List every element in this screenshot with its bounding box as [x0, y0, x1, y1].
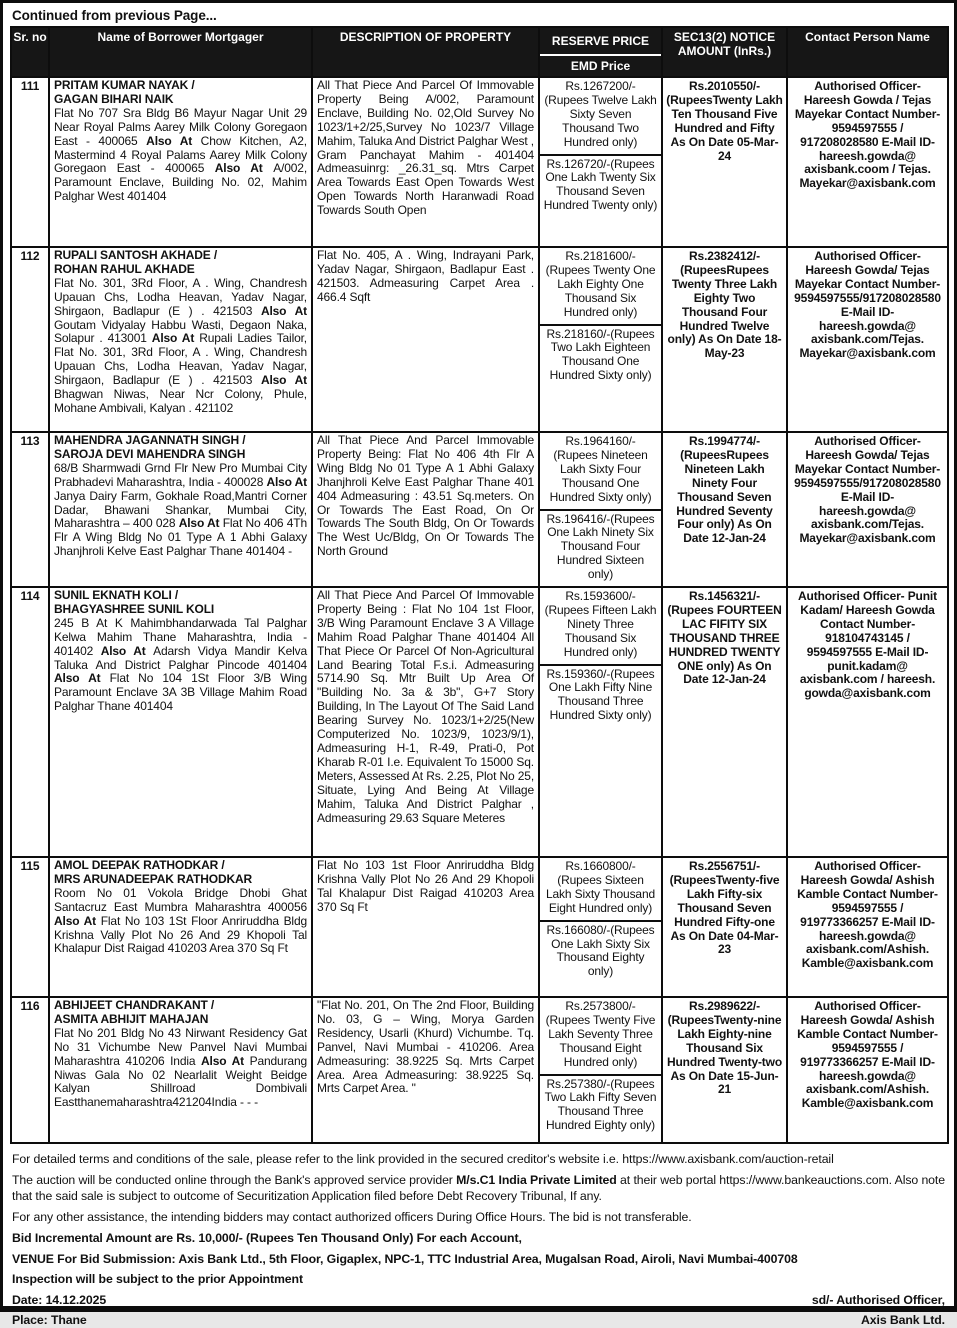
- borrower-cell: [49, 247, 312, 432]
- reserve-emd-cell: [539, 997, 662, 1143]
- borrower-name-line2: BHAGYASHREE SUNIL KOLI: [54, 601, 215, 616]
- date-signatory-row: [12, 1293, 945, 1308]
- notice-amount: Rs.2010550/- (RupeesTwenty Lakh Ten Thousand Five Hundred and Fifty As On Date 05-Mar-24: [662, 77, 787, 247]
- contact-person: Authorised Officer- Hareesh Gowda/ Ashish Kamble Contact Number- 9594597555 / 919773366257 E-Mail ID- hareesh.gowda@ axisbank.com/Ashish. Kamble@axisbank.com: [787, 997, 948, 1143]
- auction-table: [10, 26, 949, 1144]
- header-emd-price: EMD Price: [540, 54, 661, 76]
- table-row: [11, 77, 948, 247]
- header-sr-no: Sr. no: [11, 27, 49, 77]
- emd-price: Rs.126720/-(Rupees One Lakh Twenty Six Thousand Seven Hundred Twenty only): [543, 156, 658, 213]
- borrower-name-line2: SAROJA DEVI MAHENDRA SINGH: [54, 446, 246, 461]
- table-row: [11, 997, 948, 1143]
- contact-person: Authorised Officer- Hareesh Gowda / Tejas Mayekar Contact Number- 9594597555 / 917208028580 E-Mail ID- hareesh.gowda@ axisbank.coom / Tejas. Mayekar@axisbank.com: [787, 77, 948, 247]
- header-reserve-price: RESERVE PRICE: [551, 33, 650, 48]
- auction-provider-line: The auction will be conducted online through the Bank's approved service provider M/s.C1 India Private Limited at their web portal https://www.bankeauctions.com. Also note that the said sale is subject to outcome of Securitization Application filed before Debt Recovery Tribunal, If any.: [12, 1173, 945, 1203]
- table-header-row: [11, 27, 948, 77]
- place-label: Place: Thane: [12, 1312, 87, 1327]
- table-row: [11, 857, 948, 997]
- header-reserve-emd: [539, 27, 662, 77]
- reserve-emd-cell: [539, 247, 662, 432]
- borrower-address: Flat No 201 Bldg No 43 Nirwant Residency Gat No 31 Vichumbe New Panvel Navi Mumbai Maharashtra 410206 India Also At Pandurang Niwas Gala No 02 Nearlalit Weight Beidge Kalyan Shillroad Dombivali Eastthanemaharashtra421204India - - -: [54, 1025, 307, 1110]
- date-label: Date: 14.12.2025: [12, 1292, 107, 1307]
- borrower-cell: [49, 77, 312, 247]
- terms-line: For detailed terms and conditions of the sale, please refer to the link provided in the secured creditor's website i.e. https://www.axisbank.com/auction-retail: [12, 1152, 834, 1166]
- sr-no: 111: [11, 77, 49, 247]
- borrower-cell: [49, 432, 312, 587]
- emd-price: Rs.218160/-(Rupees Two Lakh Eighteen Thousand One Hundred Sixty only): [546, 326, 655, 383]
- borrower-address: Room No 01 Vokola Bridge Dhobi Ghat Santacruz East Mumbra Maharashtra 400056 Also At Flat No 103 1St Floor Anriruddha Bldg Krishna Vally Plot No 26 And 29 Khopoli Tal Khalapur Dist Raigad 410203 Area 370 Sq Ft: [54, 885, 307, 956]
- header-contact-person: Contact Person Name: [787, 27, 948, 77]
- header-notice-amount: SEC13(2) NOTICE AMOUNT (InRs.): [662, 27, 787, 77]
- borrower-name-line2: ROHAN RAHUL AKHADE: [54, 261, 195, 276]
- venue-line: VENUE For Bid Submission: Axis Bank Ltd., 5th Floor, Gigaplex, NPC-1, TTC Industrial Area, Mugalsan Road, Airoli, Navi Mumbai-400708: [12, 1251, 798, 1266]
- bank-label: Axis Bank Ltd.: [860, 1312, 945, 1327]
- borrower-cell: [49, 587, 312, 857]
- footer-notes: [10, 1144, 947, 1328]
- borrower-address: 245 B At K Mahimbhandarwada Tal Palghar Kelwa Mahim Thane Maharashtra, India - 401402 Also At Adarsh Vidya Mandir Kelva Taluka And District Palghar Pincode 401404 Also At Flat No 104 1St Floor 3/B Wing Paramount Enclave 3A 3B Village Mahim Road Palghar Thane 401404: [54, 615, 307, 714]
- notice-amount: Rs.2556751/- (RupeesTwenty-five Lakh Fifty-six Thousand Seven Hundred Fifty-one As On Date 04-Mar-23: [662, 857, 787, 997]
- sr-no: 113: [11, 432, 49, 587]
- header-borrower-name: Name of Borrower Mortgager: [49, 27, 312, 77]
- property-description: "Flat No. 201, On The 2nd Floor, Building No. 03, G – Wing, Morya Garden Residency, Usarli (Khurd) Vichumbe. Tq. Panvel, Navi Mumbai - 410206. Area Admeasuring: 38.9225 Sq. Mrts Carpet Area. Area Admeasuring: 38.9225 Sq. Mrts Carpet Area. ": [312, 997, 539, 1143]
- sr-no: 114: [11, 587, 49, 857]
- inspection-line: Inspection will be subject to the prior Appointment: [12, 1272, 303, 1287]
- contact-person: Authorised Officer- Hareesh Gowda/ Ashish Kamble Contact Number- 9594597555 / 919773366257 E-Mail ID- hareesh.gowda@ axisbank.com/Ashish. Kamble@axisbank.com: [787, 857, 948, 997]
- notice-amount: Rs.1994774/- (RupeesRupees Nineteen Lakh Ninety Four Thousand Seven Hundred Seventy Four only) As On Date 12-Jan-24: [662, 432, 787, 587]
- borrower-address: Flat No 707 Sra Bldg B6 Mayur Nagar Unit 29 Near Royal Palms Aarey Milk Colony Goregaon East - 400065 Also At Chow Kitchen, A2, Mastermind 4 Royal Palams Aarey Milk Colony Goregaon East - 400065 Also At A/002, Paramount Enclave, Building No. 02, Mahim Palghar West 401404: [54, 105, 307, 204]
- notice-amount: Rs.2989622/- (RupeesTwenty-nine Lakh Eighty-nine Thousand Six Hundred Twenty-two As On Date 15-Jun-21: [662, 997, 787, 1143]
- emd-price: Rs.166080/-(Rupees One Lakh Sixty Six Thousand Eighty only): [546, 922, 655, 979]
- signatory-label: sd/- Authorised Officer,: [811, 1292, 945, 1307]
- reserve-emd-cell: [539, 857, 662, 997]
- borrower-address: 68/B Sharmwadi Grnd Flr New Pro Mumbai City Prabhadevi Maharashtra, India - 400028 Also At Janya Dairy Farm, Gokhale Road,Mantri Corner Dadar, Bhawani Shankar, Mumbai City, Maharashtra – 400 028 Also At Flat No 406 4Th Flr A Wing Bldg No 01 Type A 1 Abhi Galaxy Jhanjhroli Kelve East Palghar Thane 401404 -: [54, 460, 307, 559]
- reserve-price: Rs.2573800/- (Rupees Twenty Five Lakh Seventy Three Thousand Eight Hundred only): [540, 998, 661, 1076]
- notice-amount: Rs.1456321/- (Rupees FOURTEEN LAC FIFITY SIX THOUSAND THREE HUNDRED TWENTY ONE only) As On Date 12-Jan-24: [662, 587, 787, 857]
- borrower-name-line1: SUNIL EKNATH KOLI /: [54, 588, 179, 602]
- borrower-name-line1: RUPALI SANTOSH AKHADE /: [54, 248, 218, 262]
- reserve-price: Rs.1593600/- (Rupees Fifteen Lakh Ninety Three Thousand Six Hundred only): [540, 588, 661, 666]
- reserve-emd-cell: [539, 587, 662, 857]
- reserve-emd-cell: [539, 432, 662, 587]
- reserve-price: Rs.2181600/- (Rupees Twenty One Lakh Eighty One Thousand Six Hundred only): [540, 248, 661, 326]
- reserve-price: Rs.1267200/- (Rupees Twelve Lakh Sixty Seven Thousand Two Hundred only): [540, 78, 661, 156]
- table-row: [11, 587, 948, 857]
- borrower-name-line2: ASMITA ABHIJIT MAHAJAN: [54, 1011, 209, 1026]
- header-description: DESCRIPTION OF PROPERTY: [312, 27, 539, 77]
- sr-no: 115: [11, 857, 49, 997]
- property-description: Flat No. 405, A . Wing, Indrayani Park, Yadav Nagar, Shirgaon, Badlapur East . 421503. Admeasuring Carpet Area . 466.4 Sqft: [312, 247, 539, 432]
- property-description: All That Piece And Parcel Immovable Property Being: Flat No 406 4th Flr A Wing Bldg No 01 Type A 1 Abhi Galaxy Jhanjhroli Kelve East Palghar Thane 401 404 Admeasuring : 43.51 Sq.meters. On Or Towards The East Road, On Or Towards The South Bldg, On Or Towards The West Uc/Bldg, On Or Towards The North Ground: [312, 432, 539, 587]
- property-description: All That Piece And Parcel Of Immovable Property Being : Flat No 104 1st Floor, 3/B Wing Paramount Enclave 3 A Village Mahim Road Palghar Thane 401404 All That Piece Or Parcel Of Non-Agricultural Land Bearing Total F.s.i. Admeasuring 5714.90 Sq. Mtr Built Up Area Of "Building No. 3a & 3b", G+7 Story Building, In The Layout Of The Said Land Bearing Survey No. 1023/1+2/25(New Computerized No. 1023/9, 1023/9/1), Admeasuring H-1, R-49, Prati-0, Pot Kharab R-01 I.e. Equivalent To 15000 Sq. Meters, Assessed At Rs. 2.25, Plot No 25, Situate, Lying And Being At Village Mahim, Taluka And District Palghar , Admeasuring 29.63 Square Meteres: [312, 587, 539, 857]
- notice-amount: Rs.2382412/- (RupeesRupees Twenty Three Lakh Eighty Two Thousand Four Hundred Twelve only) As On Date 18-May-23: [662, 247, 787, 432]
- assistance-line: For any other assistance, the intending bidders may contact authorized officers During Office Hours. The bid is not transferable.: [12, 1210, 692, 1225]
- borrower-name-line2: MRS ARUNADEEPAK RATHODKAR: [54, 871, 253, 886]
- table-row: [11, 247, 948, 432]
- place-bank-row: [12, 1313, 945, 1328]
- property-description: All That Piece And Parcel Of Immovable Property Being A/002, Paramount Enclave, Building No. 02,Old Survey No 1023/1+2/25,Survey No 1023/7 Village Mahim, Taluka And District Palghar West , Gram Panchayat Mahim - 401404 Admeasuinrg: _26.31_sq. Mtrs Carpet Area Towards East Open Towards West Open Towards North Haranwadi Road Towards South Open: [312, 77, 539, 247]
- emd-price: Rs.159360/-(Rupees One Lakh Fifty Nine Thousand Three Hundred Sixty only): [546, 666, 655, 723]
- borrower-name-line1: MAHENDRA JAGANNATH SINGH /: [54, 433, 246, 447]
- emd-price: Rs.257380/-(Rupees Two Lakh Fifty Seven Thousand Three Hundred Eighty only): [544, 1076, 657, 1133]
- sr-no: 116: [11, 997, 49, 1143]
- borrower-cell: [49, 857, 312, 997]
- emd-price: Rs.196416/-(Rupees One Lakh Ninety Six Thousand Four Hundred Sixteen only): [546, 511, 655, 582]
- sr-no: 112: [11, 247, 49, 432]
- borrower-name-line1: AMOL DEEPAK RATHODKAR /: [54, 858, 225, 872]
- borrower-cell: [49, 997, 312, 1143]
- borrower-name-line2: GAGAN BIHARI NAIK: [54, 91, 174, 106]
- contact-person: Authorised Officer- Hareesh Gowda/ Tejas Mayekar Contact Number- 9594597555/917208028580 E-Mail ID- hareesh.gowda@ axisbank.com/Tejas. Mayekar@axisbank.com: [787, 247, 948, 432]
- contact-person: Authorised Officer- Punit Kadam/ Hareesh Gowda Contact Number- 918104743145 / 9594597555 E-Mail ID- punit.kadam@ axisbank.com / hareesh. gowda@axisbank.com: [787, 587, 948, 857]
- borrower-address: Flat No. 301, 3Rd Floor, A . Wing, Chandresh Upauan Chs, Lodha Heavan, Yadav Nagar, Shirgaon, Badlapur (E ) . 421503 Also At Goutam Vidyalay Habbu Wasti, Degaon Naka, Solapur . 413001 Also At Rupali Ladies Tailor, Flat No. 301, 3Rd Floor, A . Wing, Chandresh Upauan Chs, Lodha Heavan, Yadav Nagar, Shirgaon, Badlapur (E ) . 421503 Also At Bhagwan Niwas, Near Ncr Colony, Phule, Mohane Ambivali, Kalyan . 421102: [54, 275, 307, 415]
- borrower-name-line1: ABHIJEET CHANDRAKANT /: [54, 998, 215, 1012]
- continued-label: Continued from previous Page...: [12, 8, 217, 23]
- bid-increment-line: Bid Incremental Amount are Rs. 10,000/- (Rupees Ten Thousand Only) For each Account,: [12, 1231, 522, 1246]
- contact-person: Authorised Officer- Hareesh Gowda/ Tejas Mayekar Contact Number- 9594597555/917208028580 E-Mail ID- hareesh.gowda@ axisbank.com/Tejas. Mayekar@axisbank.com: [787, 432, 948, 587]
- borrower-name-line1: PRITAM KUMAR NAYAK /: [54, 78, 195, 92]
- table-row: [11, 432, 948, 587]
- reserve-emd-cell: [539, 77, 662, 247]
- reserve-price: Rs.1964160/- (Rupees Nineteen Lakh Sixty Four Thousand One Hundred Sixty only): [540, 433, 661, 511]
- property-description: Flat No 103 1st Floor Anriruddha Bldg Krishna Vally Plot No 26 And 29 Khopoli Tal Khalapur Dist Raigad 410203 Area 370 Sq Ft: [312, 857, 539, 997]
- reserve-price: Rs.1660800/- (Rupees Sixteen Lakh Sixty Thousand Eight Hundred only): [540, 858, 661, 922]
